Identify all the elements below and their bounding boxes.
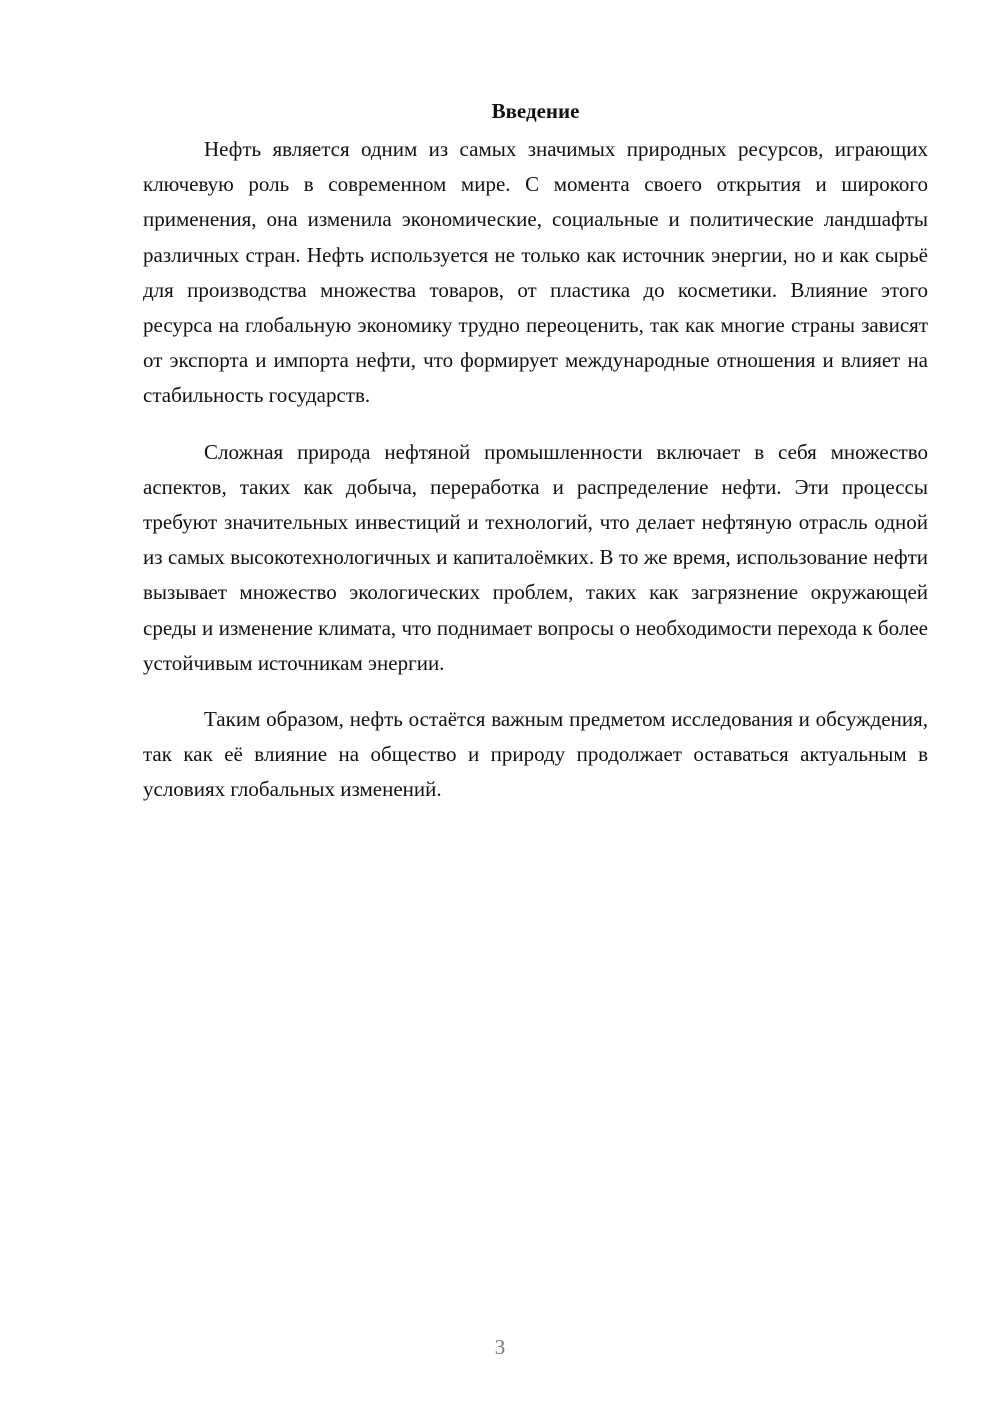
paragraph-1: Нефть является одним из самых значимых природных ресурсов, играющих ключевую роль в современном мире. С момента своего открытия и широкого применения, она изменила экономические, социальные и политические ландшафты различных стран. Нефть используется не только как источник энергии, но и как сырьё для производства множества товаров, от пластика до косметики. Влияние этого ресурса на глобальную экономику трудно переоценить, так как многие страны зависят от экспорта и импорта нефти, что формирует международные отношения и влияет на стабильность государств.: [143, 137, 928, 408]
page-number: 3: [494, 1335, 506, 1359]
paragraph-3: Таким образом, нефть остаётся важным предметом исследования и обсуждения, так как её влияние на общество и природу продолжает оставаться актуальным в условиях глобальных изменений.: [143, 707, 928, 802]
section-heading: Введение: [491, 99, 580, 123]
page-content: [143, 96, 928, 829]
paragraph-2: Сложная природа нефтяной промышленности включает в себя множество аспектов, таких как добыча, переработка и распределение нефти. Эти процессы требуют значительных инвестиций и технологий, что делает нефтяную отрасль одной из самых высокотехнологичных и капиталоёмких. В то же время, использование нефти вызывает множество экологических проблем, таких как загрязнение окружающей среды и изменение климата, что поднимает вопросы о необходимости перехода к более устойчивым источникам энергии.: [143, 439, 928, 675]
